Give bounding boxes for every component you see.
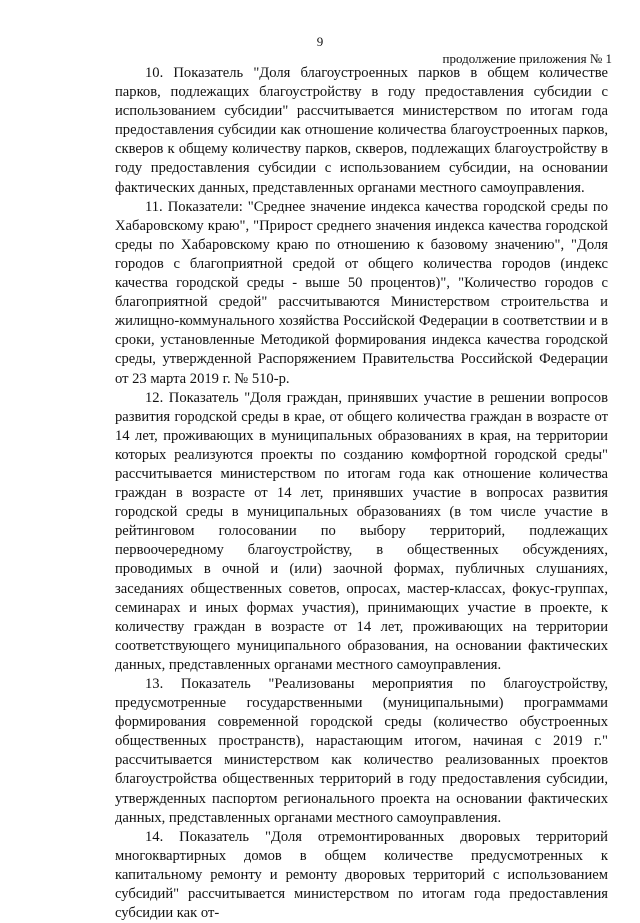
page-number: 9 xyxy=(316,34,324,49)
paragraph-14: 14. Показатель "Доля отремонтированных дворовых территорий многоквартирных домов в общем количестве предусмотренных к капитальному ремонту и ремонту дворовых территорий с использованием субсидий" рассчитывается министерством по итогам года предоставления субсидии как от- xyxy=(115,828,608,922)
paragraph-11: 11. Показатели: "Среднее значение индекса качества городской среды по Хабаровскому краю", "Прирост среднего значения индекса качества городской среды по Хабаровскому краю по отношению к базовому значению", "Доля городов с благоприятной средой от общего количества городов (индекс качества городской среды - выше 50 процентов)", "Количество городов с благоприятной средой" рассчитываются Министерством строительства и жилищно-коммунального хозяйства Российской Федерации в соответствии и в сроки, установленные Методикой формирования индекса качества городской среды, утвержденной Распоряжением Правительства Российской Федерации от 23 марта 2019 г. № 510-р. xyxy=(115,198,608,387)
paragraph-10: 10. Показатель "Доля благоустроенных парков в общем количестве парков, подлежащих благоустройству в году предоставления субсидии с использованием субсидии" рассчитывается министерством по итогам года предоставления субсидии как отношение количества благоустроенных парков, скверов к общему количеству парков, скверов, подлежащих благоустройству в году предоставления субсидии с использованием субсидии, на основании фактических данных, представленных органами местного самоуправления. xyxy=(115,65,608,196)
paragraph-13: 13. Показатель "Реализованы мероприятия по благоустройству, предусмотренные государственными (муниципальными) программами формирования современной городской среды (количество обустроенных общественных пространств), нарастающим итогом, начиная с 2019 г." рассчитывается министерством как количество реализованных проектов благоустройства общественных территорий в году предоставления субсидии, утвержденных паспортом регионального проекта на основании фактических данных, представленных органами местного самоуправления. xyxy=(115,676,608,826)
paragraph-12: 12. Показатель "Доля граждан, принявших участие в решении вопросов развития городской среды в крае, от общего количества граждан в возрасте от 14 лет, проживающих в муниципальных образованиях в края, на территории которых реализуются проекты по созданию комфортной городской среды" рассчитывается министерством по итогам года как отношение количества граждан в возрасте от 14 лет, принявших участие в вопросах развития городской среды в муниципальных образованиях (в том числе участие в рейтинговом голосовании по выбору территорий, подлежащих первоочередному благоустройству, в общественных обсуждениях, проводимых в очной и (или) заочной формах, публичных слушаниях, заседаниях общественных советов, опросах, мастер-классах, фокус-группах, семинарах и иных формах участия), принимающих участие в проекте, к количеству граждан в возрасте от 14 лет, проживающих на территории соответствующего муниципального образования, на основании фактических данных, представленных органами местного самоуправления. xyxy=(115,389,608,673)
continuation-note: продолжение приложения № 1 xyxy=(442,51,612,66)
document-body xyxy=(115,64,608,923)
